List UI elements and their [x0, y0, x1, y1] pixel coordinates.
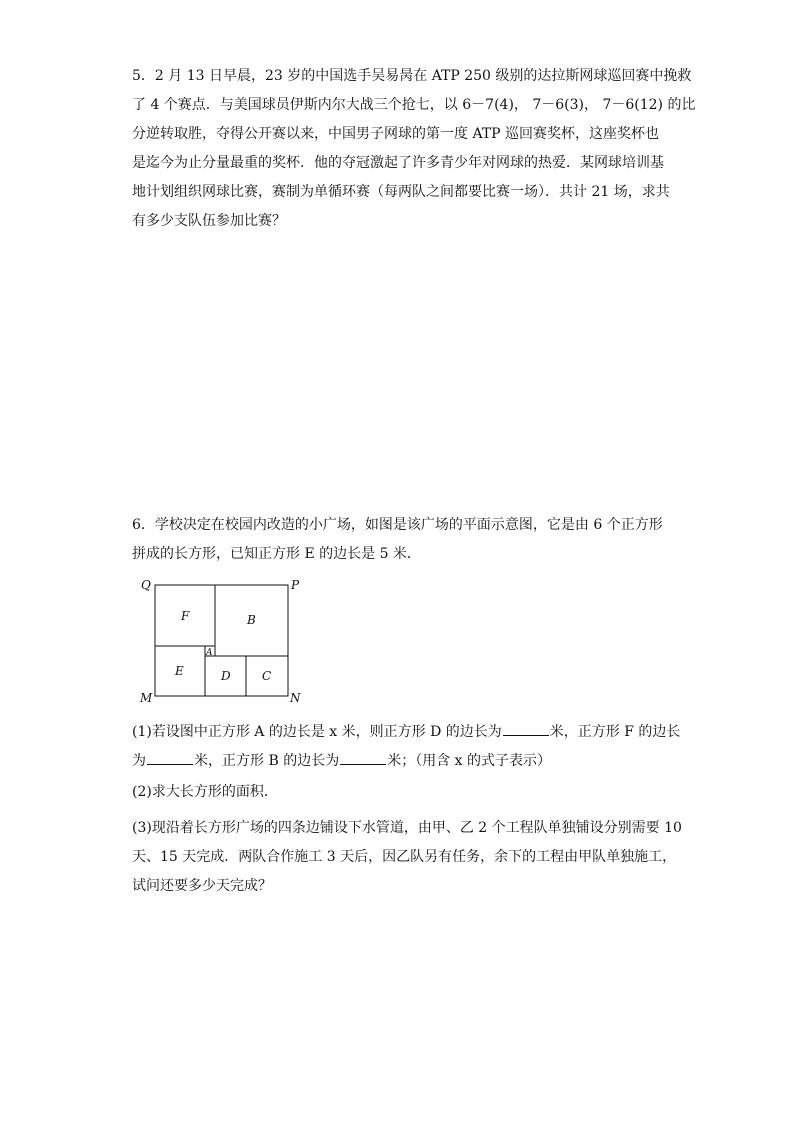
sub-question-3 — [132, 814, 682, 901]
question-5 — [132, 62, 696, 236]
sub-question-1-text: (1)若设图中正方形 A 的边长是 x 米，则正方形 D 的边长为 — [132, 724, 502, 740]
sub-question-3-line: (3)现沿着长方形广场的四条边铺设下水管道，由甲、乙 2 个工程队单独铺设分别需要 10 — [132, 820, 682, 836]
square-label-d: D — [221, 669, 231, 683]
question-5-line: 了 4 个赛点．与美国球员伊斯内尔大战三个抢七，以 6－7(4)， 7－6(3)， 7－6(12) 的比 — [132, 97, 696, 113]
question-5-line: 地计划组织网球比赛，赛制为单循环赛（每两队之间都要比赛一场）．共计 21 场，求共 — [132, 184, 670, 200]
sub-question-1-line — [132, 747, 672, 776]
corner-label-n: N — [290, 691, 301, 705]
sub-question-3-line: 天、15 天完成．两队合作施工 3 天后，因乙队另有任务，余下的工程由甲队单独施工， — [132, 849, 677, 865]
square-label-f: F — [181, 609, 190, 623]
square-label-a: A — [206, 648, 213, 658]
question-5-line: 5．2 月 13 日早晨，23 岁的中国选手吴易昺在 ATP 250 级别的达拉斯网球巡回赛中挽救 — [132, 68, 692, 84]
square-label-b: B — [247, 613, 256, 627]
corner-label-q: Q — [141, 578, 151, 592]
square-label-e: E — [175, 664, 184, 678]
question-6 — [132, 511, 672, 569]
question-5-line: 是迄今为止分量最重的奖杯．他的夺冠激起了许多青少年对网球的热爱．某网球培训基 — [132, 155, 664, 171]
corner-label-m: M — [140, 691, 153, 705]
sub-question-1-text: 米；（用含 x 的式子表示） — [387, 753, 551, 769]
sub-question-1 — [132, 718, 681, 776]
question-6-line: 6．学校决定在校园内改造的小广场，如图是该广场的平面示意图，它是由 6 个正方形 — [132, 517, 663, 533]
sub-question-1-text: 米，正方形 B 的边长为 — [194, 753, 340, 769]
question-5-line: 分逆转取胜，夺得公开赛以来，中国男子网球的第一度 ATP 巡回赛奖杯，这座奖杯也 — [132, 126, 660, 142]
sub-question-1-text: 米，正方形 F 的边长 — [549, 724, 681, 740]
sub-question-1-line — [132, 718, 681, 747]
question-6-line: 拼成的长方形，已知正方形 E 的边长是 5 米． — [132, 546, 421, 562]
answer-blank-b — [340, 750, 386, 765]
square-plaza-diagram — [138, 576, 304, 706]
answer-blank-f — [147, 750, 193, 765]
square-label-c: C — [262, 669, 272, 683]
sub-question-1-text: 为 — [132, 753, 146, 769]
sub-question-2-line: (2)求大长方形的面积． — [132, 784, 278, 800]
corner-label-p: P — [291, 578, 300, 592]
sub-question-2 — [132, 778, 672, 807]
sub-question-3-line: 试问还要多少天完成？ — [132, 878, 272, 894]
answer-blank-d — [503, 721, 549, 736]
question-5-line: 有多少支队伍参加比赛？ — [132, 213, 286, 229]
